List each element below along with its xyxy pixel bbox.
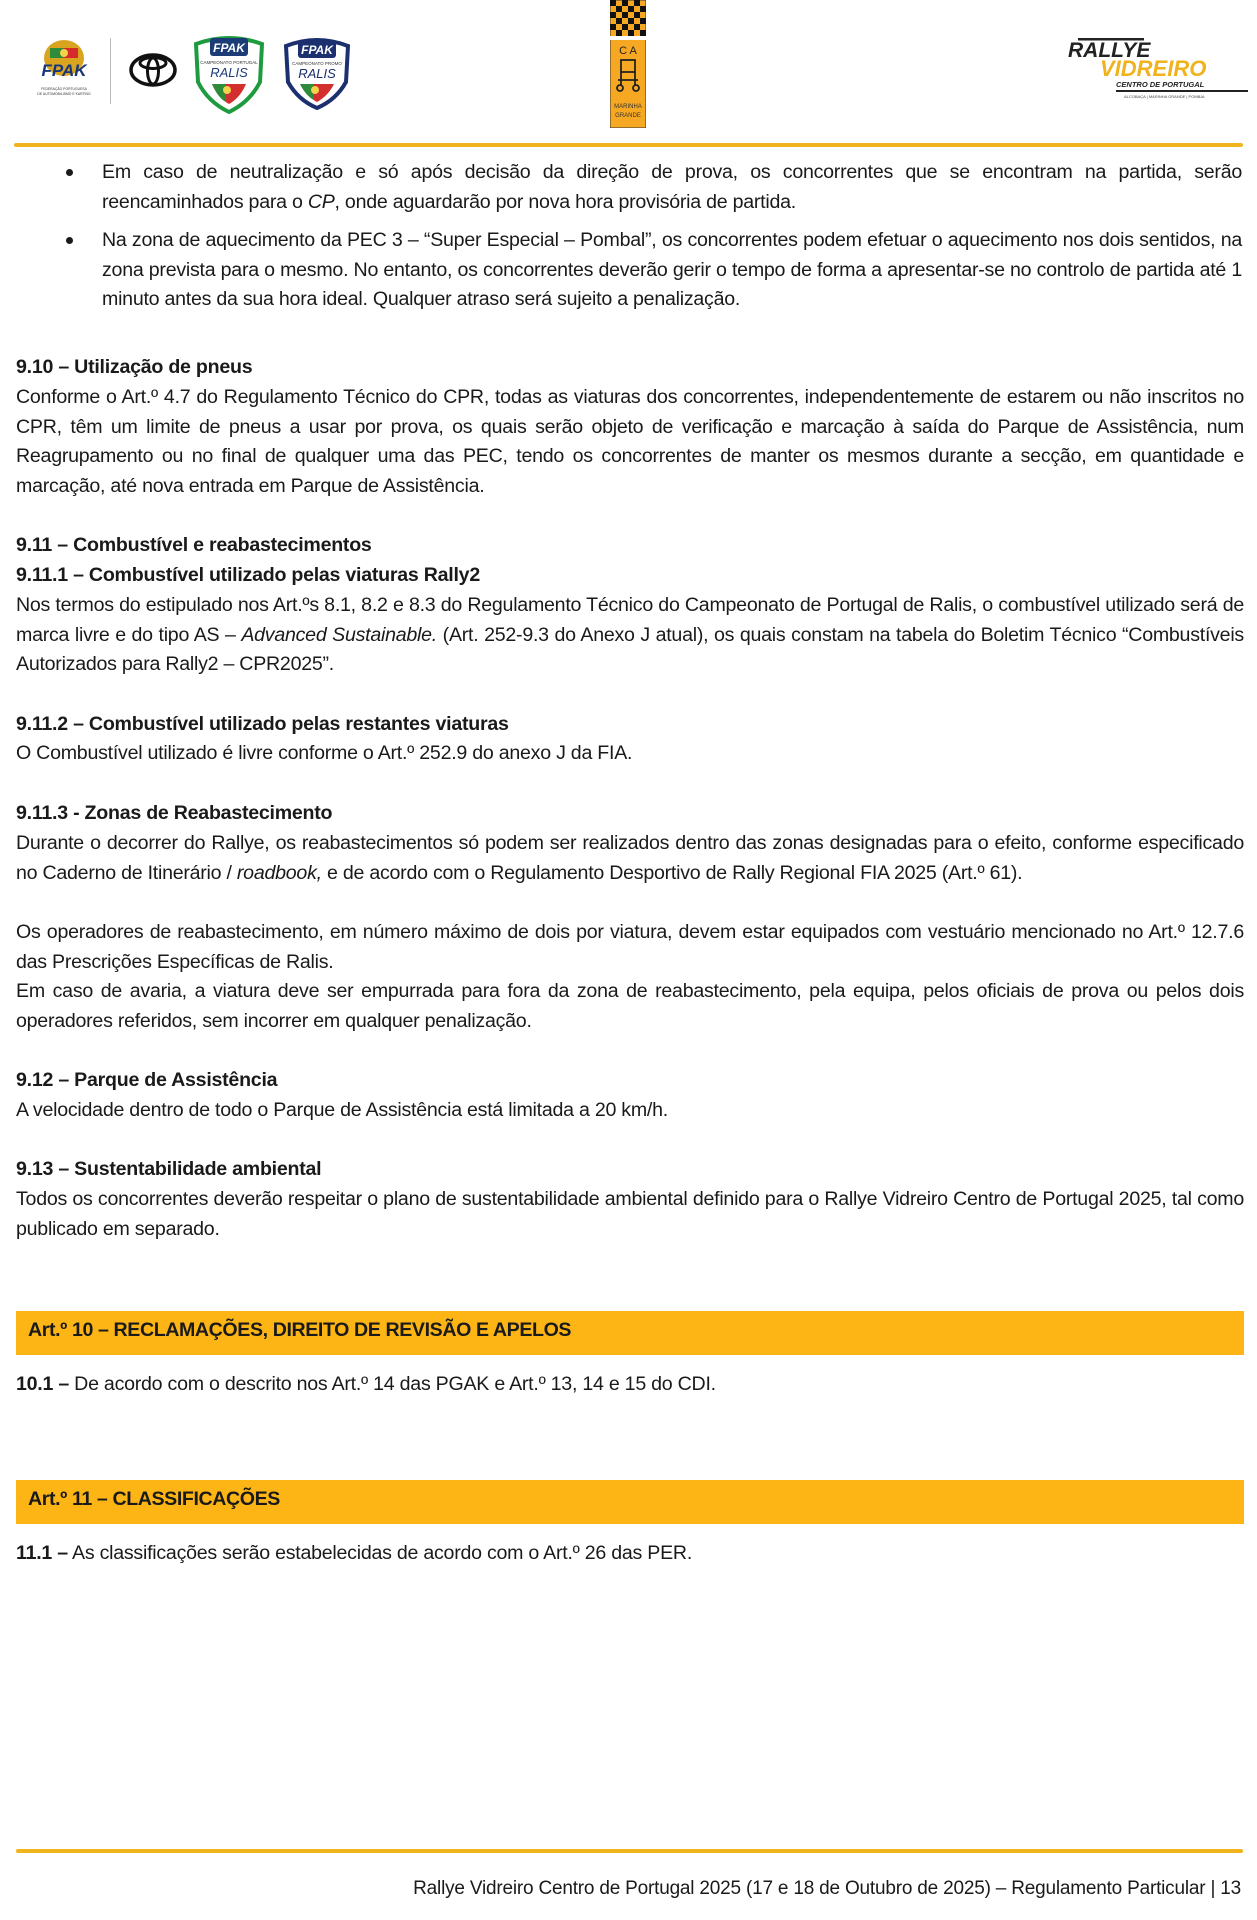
section-9-10-title: 9.10 – Utilização de pneus	[16, 356, 253, 378]
logo-divider	[110, 38, 111, 104]
svg-text:GRANDE: GRANDE	[615, 113, 641, 119]
article-10-heading	[16, 1311, 1244, 1355]
rallye-vidreiro-logo	[1060, 36, 1252, 106]
campeonato-promo-ralis-logo	[280, 32, 354, 110]
page-footer: Rallye Vidreiro Centro de Portugal 2025 (17 e 18 de Outubro de 2025) – Regulamento Particular | 13	[413, 1878, 1241, 1899]
section-9-12-title: 9.12 – Parque de Assistência	[16, 1069, 278, 1091]
svg-text:RALIS: RALIS	[298, 66, 336, 81]
svg-text:C A: C A	[619, 45, 637, 57]
article-11-1: 11.1 – As classificações serão estabelecidas de acordo com o Art.º 26 das PER.	[16, 1542, 693, 1564]
campeonato-portugal-ralis-logo	[190, 30, 268, 114]
footer-rule	[16, 1849, 1243, 1853]
page-header	[0, 0, 1257, 145]
section-9-11-title: 9.11 – Combustível e reabastecimentos	[16, 534, 372, 556]
svg-text:DE AUTOMOBILISMO E KARTING: DE AUTOMOBILISMO E KARTING	[37, 92, 91, 96]
section-9-12-body: A velocidade dentro de todo o Parque de Assistência está limitada a 20 km/h.	[16, 1099, 668, 1121]
svg-text:ALCOBAÇA | MARINHA GRANDE | PO: ALCOBAÇA | MARINHA GRANDE | POMBAL	[1124, 94, 1206, 99]
section-9-11-2-title: 9.11.2 – Combustível utilizado pelas restantes viaturas	[16, 713, 509, 735]
toyota-logo	[128, 51, 178, 89]
section-9-11-3-paragraph-3: Em caso de avaria, a viatura deve ser empurrada para fora da zona de reabastecimento, pela equipa, pelos oficiais de prova ou pelos dois operadores referidos, sem incorrer em qualquer penalização.	[16, 980, 1244, 1032]
section-9-11-3-title: 9.11.3 - Zonas de Reabastecimento	[16, 802, 333, 824]
ca-marinha-grande-logo	[610, 0, 646, 128]
section-9-13-title: 9.13 – Sustentabilidade ambiental	[16, 1158, 322, 1180]
article-11-heading	[16, 1480, 1244, 1524]
article-11-title: Art.º 11 – CLASSIFICAÇÕES	[28, 1488, 280, 1510]
svg-text:FEDERAÇÃO PORTUGUESA: FEDERAÇÃO PORTUGUESA	[41, 87, 87, 91]
svg-text:FPAK: FPAK	[213, 41, 245, 55]
svg-text:RALLYE: RALLYE	[1068, 39, 1151, 62]
svg-text:CENTRO DE PORTUGAL: CENTRO DE PORTUGAL	[1116, 80, 1205, 89]
bullet-icon	[64, 226, 74, 236]
header-rule	[14, 143, 1243, 147]
section-9-11-3-paragraph-1: Durante o decorrer do Rallye, os reabastecimentos só podem ser realizados dentro das zonas designadas para o efeito, conforme especificado no Caderno de Itinerário / roadbook, e de acordo com o Regulamento Desportivo de Rally Regional FIA 2025 (Art.º 61).	[16, 832, 1244, 884]
section-9-11-1-title: 9.11.1 – Combustível utilizado pelas viaturas Rally2	[16, 564, 480, 586]
bullet-icon	[64, 158, 74, 168]
section-9-11-1-body: Nos termos do estipulado nos Art.ºs 8.1, 8.2 e 8.3 do Regulamento Técnico do Campeonato de Portugal de Ralis, o combustível utilizado será de marca livre e do tipo AS – Advanced Sustainable. (Art. 252-9.3 do Anexo J atual), os quais constam na tabela do Boletim Técnico “Combustíveis Autorizados para Rally2 – CPR2025”.	[16, 594, 1244, 676]
fpak-logo	[36, 38, 92, 104]
svg-text:CAMPEONATO PROMO: CAMPEONATO PROMO	[292, 61, 342, 66]
svg-text:CAMPEONATO PORTUGAL: CAMPEONATO PORTUGAL	[200, 60, 258, 65]
svg-text:VIDREIRO: VIDREIRO	[1100, 56, 1207, 81]
section-9-11-3-paragraph-2: Os operadores de reabastecimento, em número máximo de dois por viatura, devem estar equipados com vestuário mencionado no Art.º 12.7.6 das Prescrições Específicas de Ralis.	[16, 921, 1244, 973]
fpak-logo-text: FPAK	[41, 61, 87, 80]
bullet-aquecimento: Na zona de aquecimento da PEC 3 – “Super Especial – Pombal”, os concorrentes podem efetuar o aquecimento nos dois sentidos, na zona prevista para o mesmo. No entanto, os concorrentes deverão gerir o tempo de forma a apresentar-se no controlo de partida até 1 minuto antes da sua hora ideal. Qualquer atraso será sujeito a penalização.	[102, 229, 1242, 311]
bullet-neutralizacao: Em caso de neutralização e só após decisão da direção de prova, os concorrentes que se encontram na partida, serão reencaminhados para o CP, onde aguardarão por nova hora provisória de partida.	[102, 161, 1242, 213]
svg-text:FPAK: FPAK	[301, 43, 333, 57]
section-9-13-body: Todos os concorrentes deverão respeitar o plano de sustentabilidade ambiental definido para o Rallye Vidreiro Centro de Portugal 2025, tal como publicado em separado.	[16, 1188, 1244, 1240]
article-10-title: Art.º 10 – RECLAMAÇÕES, DIREITO DE REVISÃO E APELOS	[28, 1319, 572, 1341]
svg-text:RALIS: RALIS	[210, 65, 248, 80]
section-9-10-body: Conforme o Art.º 4.7 do Regulamento Técnico do CPR, todas as viaturas dos concorrentes, independentemente de estarem ou não inscritos no CPR, têm um limite de pneus a usar por prova, os quais serão objeto de verificação e marcação à saída do Parque de Assistência, num Reagrupamento ou no final de qualquer uma das PEC, tendo os concorrentes de manter os mesmos durante a secção, em quantidade e marcação, até nova entrada em Parque de Assistência.	[16, 386, 1244, 497]
article-10-1: 10.1 – De acordo com o descrito nos Art.º 14 das PGAK e Art.º 13, 14 e 15 do CDI.	[16, 1373, 716, 1395]
svg-text:MARINHA: MARINHA	[614, 104, 642, 110]
section-9-11-2-body: O Combustível utilizado é livre conforme o Art.º 252.9 do anexo J da FIA.	[16, 742, 633, 764]
